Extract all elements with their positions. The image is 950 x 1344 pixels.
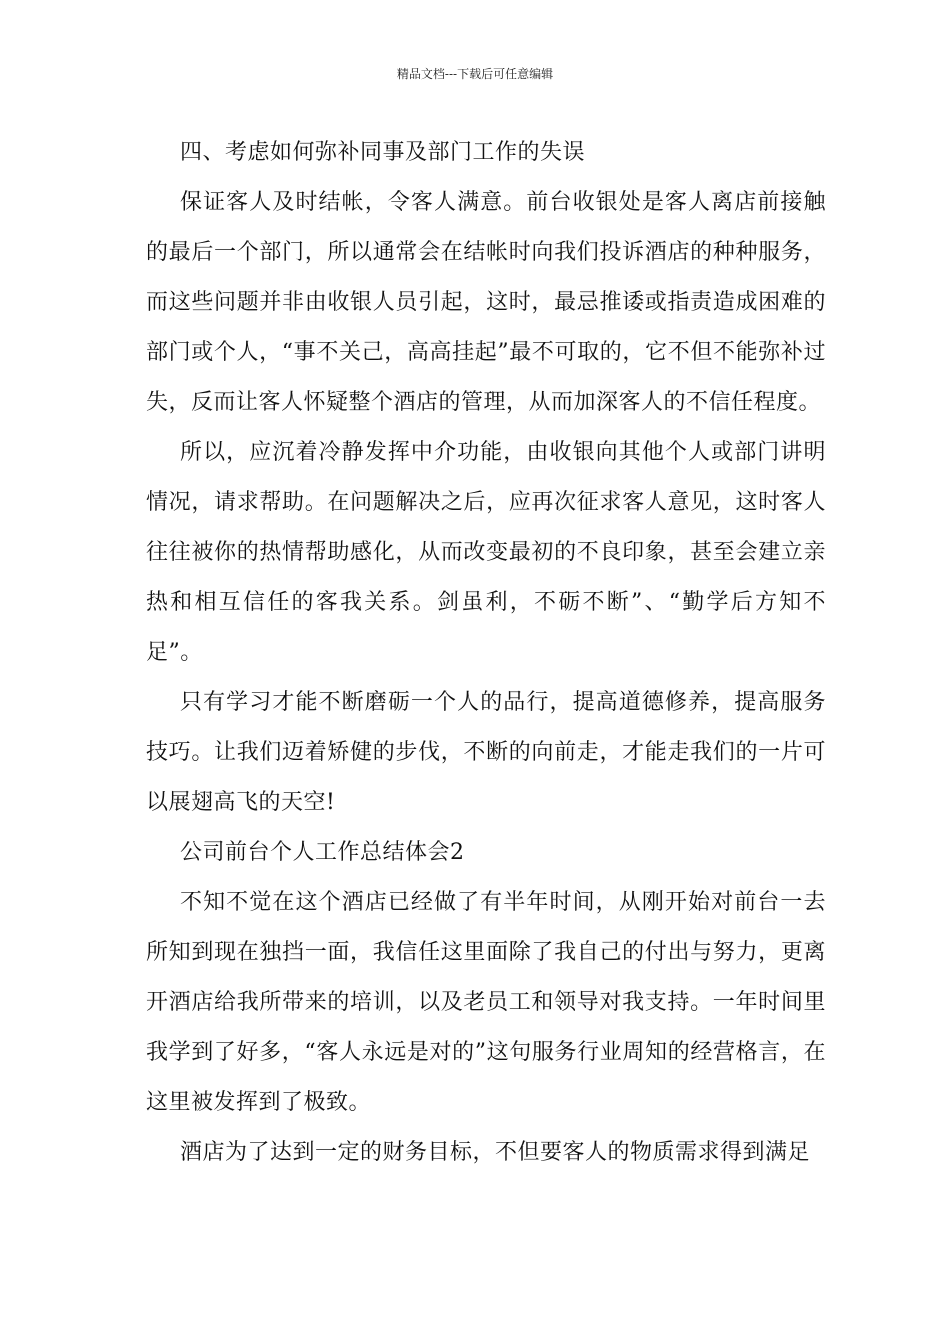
paragraph: 只有学习才能不断磨砺一个人的品行，提高道德修养，提高服务技巧。让我们迈着矫健的步伐，不断的向前走，才能走我们的一片可以展翅高飞的天空! [146, 690, 826, 815]
paragraph: 不知不觉在这个酒店已经做了有半年时间，从刚开始对前台一去所知到现在独挡一面，我信任这里面除了我自己的付出与努力，更离开酒店给我所带来的培训，以及老员工和领导对我支持。一年时间里我学到了好多，“客人永远是对的”这句服务行业周知的经营格言，在这里被发挥到了极致。 [146, 890, 826, 1115]
document-body [146, 128, 826, 1178]
section-heading: 四、考虑如何弥补同事及部门工作的失误 [180, 140, 586, 165]
page-header: 精品文档---下载后可任意编辑 [396, 67, 554, 81]
paragraph: 所以，应沉着冷静发挥中介功能，由收银向其他个人或部门讲明情况，请求帮助。在问题解决之后，应再次征求客人意见，这时客人往往被你的热情帮助感化，从而改变最初的不良印象，甚至会建立亲热和相互信任的客我关系。剑虽利，不砺不断”、“勤学后方知不足”。 [146, 440, 826, 665]
paragraph: 保证客人及时结帐，令客人满意。前台收银处是客人离店前接触的最后一个部门，所以通常会在结帐时向我们投诉酒店的种种服务，而这些问题并非由收银人员引起，这时，最忌推诿或指责造成困难的部门或个人，“事不关己，高高挂起”最不可取的，它不但不能弥补过失，反而让客人怀疑整个酒店的管理，从而加深客人的不信任程度。 [146, 190, 826, 415]
section-title: 公司前台个人工作总结体会2 [180, 840, 465, 865]
paragraph: 酒店为了达到一定的财务目标，不但要客人的物质需求得到满足 [180, 1140, 811, 1165]
